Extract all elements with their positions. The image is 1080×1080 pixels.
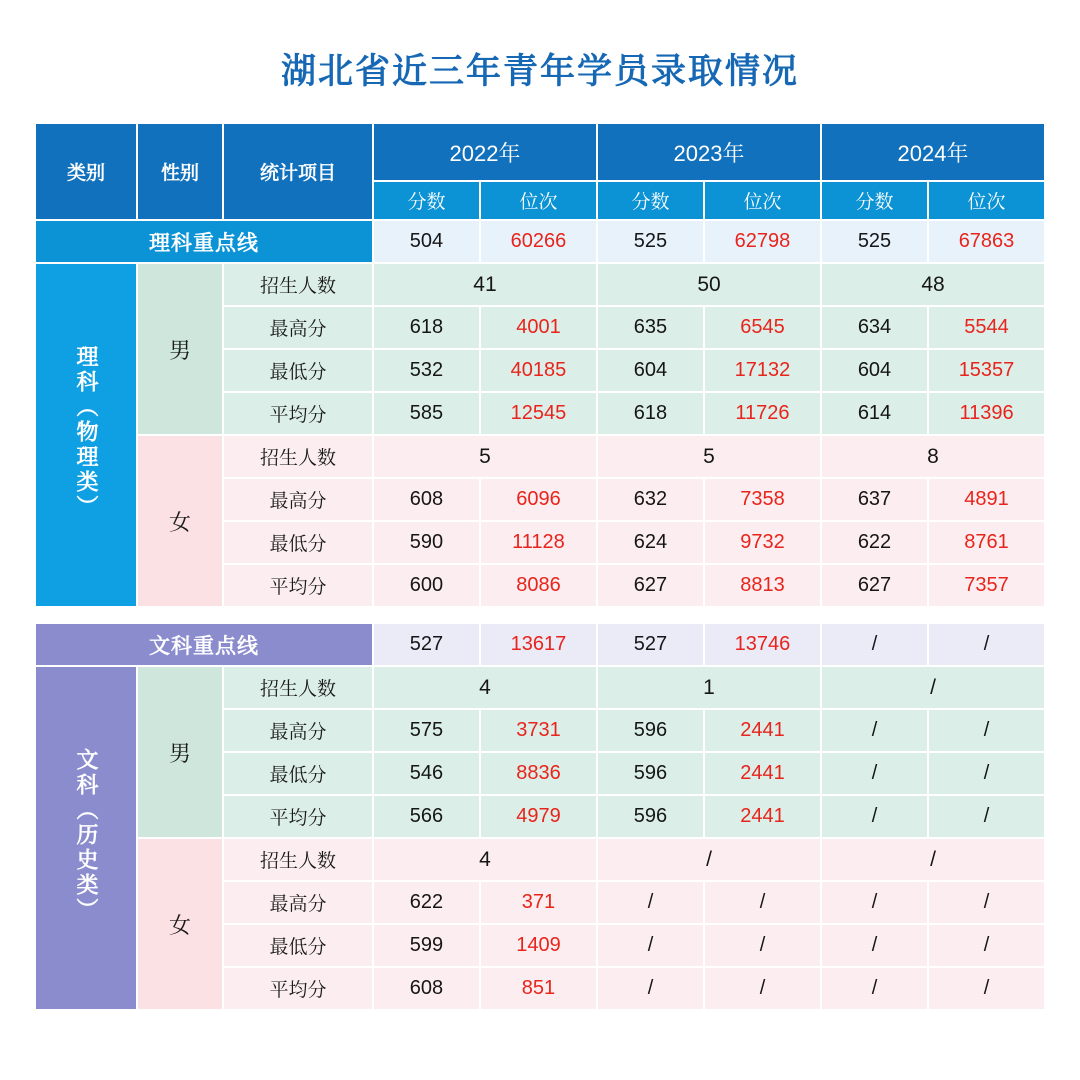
keyline-science-2024-score: 525 bbox=[822, 221, 927, 262]
keyline-science-2022-rank: 60266 bbox=[481, 221, 596, 262]
header-2022-rank: 位次 bbox=[481, 182, 596, 219]
science-male-low-2022-rank: 40185 bbox=[481, 350, 596, 391]
label-science-female-high: 最高分 bbox=[224, 479, 372, 520]
table-header-row-1 bbox=[36, 124, 1044, 180]
arts-female-high-2024-rank: / bbox=[929, 882, 1044, 923]
keyline-science-2022-score: 504 bbox=[374, 221, 479, 262]
keyline-arts-2023-score: 527 bbox=[598, 624, 703, 665]
science-male-high-2023-rank: 6545 bbox=[705, 307, 820, 348]
label-arts-male-enroll: 招生人数 bbox=[224, 667, 372, 708]
arts-male-low-2023-rank: 2441 bbox=[705, 753, 820, 794]
arts-female-low-2023-score: / bbox=[598, 925, 703, 966]
label-science-male-enroll: 招生人数 bbox=[224, 264, 372, 305]
science-male-enroll-2022: 41 bbox=[374, 264, 596, 305]
arts-male-avg-2024-score: / bbox=[822, 796, 927, 837]
arts-male-high-2023-score: 596 bbox=[598, 710, 703, 751]
keyline-row-science bbox=[36, 221, 1044, 262]
science-female-low-2024-rank: 8761 bbox=[929, 522, 1044, 563]
section-gap bbox=[36, 608, 1044, 622]
label-science-female-avg: 平均分 bbox=[224, 565, 372, 606]
label-arts-male-high: 最高分 bbox=[224, 710, 372, 751]
label-science-female-enroll: 招生人数 bbox=[224, 436, 372, 477]
header-item: 统计项目 bbox=[224, 124, 372, 219]
science-female-high-2023-rank: 7358 bbox=[705, 479, 820, 520]
arts-male-enroll-2023: 1 bbox=[598, 667, 820, 708]
arts-male-low-2022-rank: 8836 bbox=[481, 753, 596, 794]
arts-male-high-2022-rank: 3731 bbox=[481, 710, 596, 751]
science-male-avg-2023-rank: 11726 bbox=[705, 393, 820, 434]
row-arts-female-enroll bbox=[36, 839, 1044, 880]
arts-female-avg-2023-rank: / bbox=[705, 968, 820, 1009]
keyline-arts-2022-rank: 13617 bbox=[481, 624, 596, 665]
arts-male-avg-2023-score: 596 bbox=[598, 796, 703, 837]
arts-female-enroll-2024: / bbox=[822, 839, 1044, 880]
arts-male-high-2024-rank: / bbox=[929, 710, 1044, 751]
arts-male-low-2023-score: 596 bbox=[598, 753, 703, 794]
science-male-low-2024-score: 604 bbox=[822, 350, 927, 391]
arts-male-low-2024-rank: / bbox=[929, 753, 1044, 794]
arts-female-low-2022-score: 599 bbox=[374, 925, 479, 966]
science-female-high-2024-rank: 4891 bbox=[929, 479, 1044, 520]
arts-female-avg-2024-rank: / bbox=[929, 968, 1044, 1009]
keyline-arts-2023-rank: 13746 bbox=[705, 624, 820, 665]
arts-female-low-2024-score: / bbox=[822, 925, 927, 966]
science-female-enroll-2023: 5 bbox=[598, 436, 820, 477]
science-male-low-2023-score: 604 bbox=[598, 350, 703, 391]
arts-female-avg-2022-score: 608 bbox=[374, 968, 479, 1009]
keyline-arts-2022-score: 527 bbox=[374, 624, 479, 665]
header-category: 类别 bbox=[36, 124, 136, 219]
page-title: 湖北省近三年青年学员录取情况 bbox=[280, 52, 799, 91]
science-female-avg-2023-score: 627 bbox=[598, 565, 703, 606]
science-female-high-2022-rank: 6096 bbox=[481, 479, 596, 520]
label-arts-female-high: 最高分 bbox=[224, 882, 372, 923]
label-arts-male-low: 最低分 bbox=[224, 753, 372, 794]
label-arts-female-avg: 平均分 bbox=[224, 968, 372, 1009]
science-male-avg-2024-score: 614 bbox=[822, 393, 927, 434]
arts-female-high-2024-score: / bbox=[822, 882, 927, 923]
gender-arts-female: 女 bbox=[138, 839, 222, 1009]
science-male-enroll-2024: 48 bbox=[822, 264, 1044, 305]
category-arts: 文科（历史类） bbox=[36, 667, 136, 1009]
label-science-male-avg: 平均分 bbox=[224, 393, 372, 434]
gender-science-female: 女 bbox=[138, 436, 222, 606]
keyline-label-arts: 文科重点线 bbox=[36, 624, 372, 665]
label-science-male-low: 最低分 bbox=[224, 350, 372, 391]
arts-female-avg-2024-score: / bbox=[822, 968, 927, 1009]
science-male-high-2023-score: 635 bbox=[598, 307, 703, 348]
keyline-science-2023-rank: 62798 bbox=[705, 221, 820, 262]
science-male-low-2024-rank: 15357 bbox=[929, 350, 1044, 391]
science-male-high-2022-score: 618 bbox=[374, 307, 479, 348]
keyline-arts-2024-rank: / bbox=[929, 624, 1044, 665]
header-year-2024: 2024年 bbox=[822, 124, 1044, 180]
science-female-low-2023-score: 624 bbox=[598, 522, 703, 563]
science-female-high-2024-score: 637 bbox=[822, 479, 927, 520]
keyline-arts-2024-score: / bbox=[822, 624, 927, 665]
header-2023-rank: 位次 bbox=[705, 182, 820, 219]
science-female-avg-2022-rank: 8086 bbox=[481, 565, 596, 606]
arts-male-low-2024-score: / bbox=[822, 753, 927, 794]
arts-female-low-2022-rank: 1409 bbox=[481, 925, 596, 966]
header-2024-rank: 位次 bbox=[929, 182, 1044, 219]
category-science: 理科（物理类） bbox=[36, 264, 136, 606]
science-male-high-2022-rank: 4001 bbox=[481, 307, 596, 348]
header-2023-score: 分数 bbox=[598, 182, 703, 219]
science-female-low-2022-rank: 11128 bbox=[481, 522, 596, 563]
header-2024-score: 分数 bbox=[822, 182, 927, 219]
arts-female-avg-2023-score: / bbox=[598, 968, 703, 1009]
arts-male-avg-2022-score: 566 bbox=[374, 796, 479, 837]
admissions-table bbox=[34, 122, 1046, 1011]
row-science-female-enroll bbox=[36, 436, 1044, 477]
science-male-enroll-2023: 50 bbox=[598, 264, 820, 305]
arts-male-high-2022-score: 575 bbox=[374, 710, 479, 751]
gender-science-male: 男 bbox=[138, 264, 222, 434]
arts-female-high-2022-rank: 371 bbox=[481, 882, 596, 923]
science-male-avg-2023-score: 618 bbox=[598, 393, 703, 434]
arts-female-high-2023-score: / bbox=[598, 882, 703, 923]
science-female-high-2023-score: 632 bbox=[598, 479, 703, 520]
science-male-low-2023-rank: 17132 bbox=[705, 350, 820, 391]
header-gender: 性别 bbox=[138, 124, 222, 219]
label-arts-female-low: 最低分 bbox=[224, 925, 372, 966]
header-year-2022: 2022年 bbox=[374, 124, 596, 180]
science-female-low-2022-score: 590 bbox=[374, 522, 479, 563]
science-female-enroll-2022: 5 bbox=[374, 436, 596, 477]
science-female-avg-2024-score: 627 bbox=[822, 565, 927, 606]
science-male-high-2024-rank: 5544 bbox=[929, 307, 1044, 348]
label-arts-female-enroll: 招生人数 bbox=[224, 839, 372, 880]
arts-male-high-2023-rank: 2441 bbox=[705, 710, 820, 751]
label-science-male-high: 最高分 bbox=[224, 307, 372, 348]
arts-male-avg-2023-rank: 2441 bbox=[705, 796, 820, 837]
arts-male-high-2024-score: / bbox=[822, 710, 927, 751]
gender-arts-male: 男 bbox=[138, 667, 222, 837]
arts-male-avg-2024-rank: / bbox=[929, 796, 1044, 837]
arts-female-high-2022-score: 622 bbox=[374, 882, 479, 923]
science-male-high-2024-score: 634 bbox=[822, 307, 927, 348]
science-female-avg-2023-rank: 8813 bbox=[705, 565, 820, 606]
science-female-avg-2024-rank: 7357 bbox=[929, 565, 1044, 606]
header-year-2023: 2023年 bbox=[598, 124, 820, 180]
science-female-low-2023-rank: 9732 bbox=[705, 522, 820, 563]
label-science-female-low: 最低分 bbox=[224, 522, 372, 563]
arts-female-avg-2022-rank: 851 bbox=[481, 968, 596, 1009]
keyline-row-arts bbox=[36, 624, 1044, 665]
row-science-male-enroll bbox=[36, 264, 1044, 305]
science-male-avg-2024-rank: 11396 bbox=[929, 393, 1044, 434]
arts-female-enroll-2023: / bbox=[598, 839, 820, 880]
arts-male-low-2022-score: 546 bbox=[374, 753, 479, 794]
keyline-science-2024-rank: 67863 bbox=[929, 221, 1044, 262]
science-male-avg-2022-rank: 12545 bbox=[481, 393, 596, 434]
keyline-label-science: 理科重点线 bbox=[36, 221, 372, 262]
arts-female-low-2024-rank: / bbox=[929, 925, 1044, 966]
arts-male-avg-2022-rank: 4979 bbox=[481, 796, 596, 837]
science-female-avg-2022-score: 600 bbox=[374, 565, 479, 606]
science-male-avg-2022-score: 585 bbox=[374, 393, 479, 434]
header-2022-score: 分数 bbox=[374, 182, 479, 219]
arts-female-high-2023-rank: / bbox=[705, 882, 820, 923]
arts-female-enroll-2022: 4 bbox=[374, 839, 596, 880]
arts-male-enroll-2022: 4 bbox=[374, 667, 596, 708]
science-female-low-2024-score: 622 bbox=[822, 522, 927, 563]
science-male-low-2022-score: 532 bbox=[374, 350, 479, 391]
arts-female-low-2023-rank: / bbox=[705, 925, 820, 966]
row-arts-male-enroll bbox=[36, 667, 1044, 708]
science-female-enroll-2024: 8 bbox=[822, 436, 1044, 477]
keyline-science-2023-score: 525 bbox=[598, 221, 703, 262]
science-female-high-2022-score: 608 bbox=[374, 479, 479, 520]
arts-male-enroll-2024: / bbox=[822, 667, 1044, 708]
label-arts-male-avg: 平均分 bbox=[224, 796, 372, 837]
